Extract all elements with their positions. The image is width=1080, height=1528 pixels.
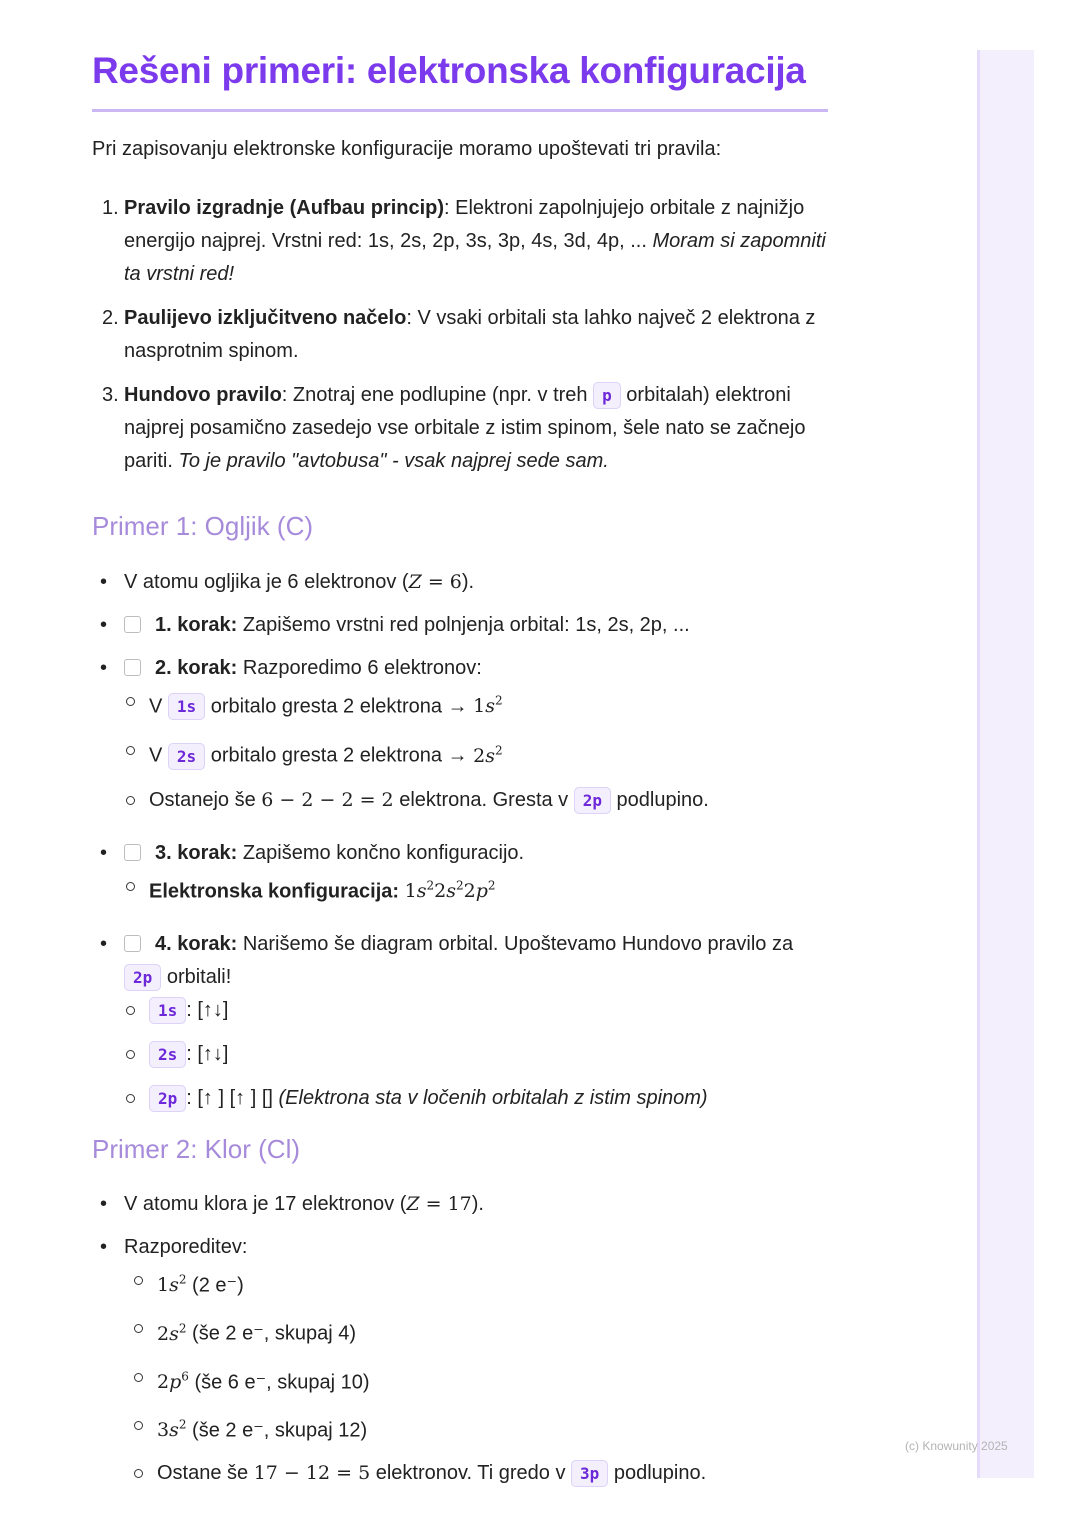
math-sup: 6 xyxy=(181,1369,189,1384)
math-expr: = 6 xyxy=(421,571,462,593)
sub-item xyxy=(116,870,852,908)
math-expr: 2 xyxy=(157,1322,170,1345)
math-expr: 3 xyxy=(157,1419,170,1442)
text: orbitalo gresta 2 elektrona → xyxy=(205,695,474,718)
text: V xyxy=(149,695,168,718)
math-expr: 6 − 2 − 2 = 2 xyxy=(261,788,394,811)
step-checkbox[interactable] xyxy=(124,659,141,676)
step-text: Zapišemo končno konfiguracijo. xyxy=(237,841,525,864)
step-checkbox[interactable] xyxy=(124,935,141,952)
text: ). xyxy=(461,571,475,593)
math-var: s xyxy=(485,744,495,767)
step-label: 1. korak: xyxy=(155,614,238,636)
rule-name: Paulijevo izključitveno načelo xyxy=(124,307,407,329)
sub-item xyxy=(124,1264,852,1302)
list-item xyxy=(92,928,852,1115)
rule-note: To je pravilo "avtobusa" - vsak najprej sede sam. xyxy=(178,450,609,472)
step-checkbox[interactable] xyxy=(124,844,141,861)
math-var: Z xyxy=(408,571,422,593)
math-sup: 2 xyxy=(178,1273,187,1287)
inline-code: p xyxy=(593,382,621,409)
rule-item xyxy=(92,379,832,478)
math-expr: 1 xyxy=(157,1274,170,1297)
config-label: Elektronska konfiguracija: xyxy=(149,879,400,902)
text: elektrona. Gresta v xyxy=(393,788,574,811)
step-text: orbitali! xyxy=(161,965,232,988)
sub-list xyxy=(124,1264,852,1490)
text: Ostanejo še xyxy=(149,788,262,811)
sub-list xyxy=(116,870,852,908)
math-var: s xyxy=(169,1274,179,1297)
text: orbitalo gresta 2 elektrona → xyxy=(205,744,474,767)
intro-text: Pri zapisovanju elektronske konfiguracije moramo upoštevati tri pravila: xyxy=(92,138,722,160)
text: V atomu klora je 17 elektronov ( xyxy=(124,1193,407,1215)
text: V atomu ogljika je 6 elektronov ( xyxy=(124,571,409,593)
rule-name: Hundovo pravilo xyxy=(124,384,282,406)
orbital-note: (Elektrona sta v ločenih orbitalah z istim spinom) xyxy=(278,1086,708,1109)
math-expr: = 17 xyxy=(419,1193,472,1215)
rules-list xyxy=(92,192,832,489)
text: (še 2 e⁻, skupaj 12) xyxy=(186,1419,368,1442)
math-expr: 2 xyxy=(157,1370,170,1393)
math-var: p xyxy=(169,1370,182,1393)
step-checkbox[interactable] xyxy=(124,616,141,633)
math-sup: 2 xyxy=(178,1321,187,1336)
rule-text: : Znotraj ene podlupine (npr. v treh xyxy=(281,384,594,406)
list-item xyxy=(92,652,852,817)
example2-heading: Primer 2: Klor (Cl) xyxy=(92,1134,301,1164)
rule-text: : V vsaki orbitali sta lahko največ 2 elektrona z nasprotnim spinom. xyxy=(124,307,816,362)
rule-item xyxy=(92,192,832,291)
text: ). xyxy=(471,1193,484,1215)
math-var: Z xyxy=(406,1193,420,1215)
list-item xyxy=(92,1231,852,1490)
inline-code: 2p xyxy=(124,964,161,991)
math-var: s xyxy=(169,1322,179,1345)
math-sup: 2 xyxy=(494,694,503,708)
text: podlupino. xyxy=(608,1462,707,1485)
side-panel xyxy=(977,50,1034,1478)
sub-list xyxy=(116,685,852,817)
text: Ostane še xyxy=(157,1462,254,1485)
math-var: s xyxy=(169,1419,179,1442)
step-text: Narišemo še diagram orbital. Upoštevamo Hundovo pravilo za xyxy=(237,932,794,955)
orbital-diagram: : [↑↓] xyxy=(186,998,229,1021)
config-formula: $1s^22s^22p^2$ xyxy=(404,878,496,902)
inline-code: 2s xyxy=(149,1041,186,1068)
math-var: s xyxy=(485,695,495,718)
list-item xyxy=(92,837,852,908)
text: V xyxy=(149,744,168,767)
text: (še 6 e⁻, skupaj 10) xyxy=(188,1370,370,1393)
text: Razporeditev: xyxy=(124,1236,248,1258)
step-text: Razporedimo 6 elektronov: xyxy=(237,657,482,679)
list-item xyxy=(92,609,852,642)
inline-code: 2p xyxy=(574,787,611,814)
text: (2 e⁻) xyxy=(186,1274,244,1297)
step-text: Zapišemo vrstni red polnjenja orbital: 1s, 2s, 2p, ... xyxy=(237,614,690,636)
page-title: Rešeni primeri: elektronska konfiguracija xyxy=(92,50,806,91)
inline-code: 3p xyxy=(571,1460,608,1487)
sub-item xyxy=(124,1361,852,1399)
math-expr: 17 − 12 = 5 xyxy=(253,1462,371,1485)
rule-number: 2. xyxy=(102,307,119,329)
math-sup: 2 xyxy=(178,1417,187,1432)
list-item xyxy=(92,566,852,599)
step-label: 2. korak: xyxy=(155,657,238,679)
math-expr: 2 xyxy=(473,744,486,767)
rule-text: : Elektroni zapolnjujejo orbitale z najnižjo energijo najprej. Vrstni red: 1s, 2s, 2p, 3s, 3p, 4s, 3d, 4p, ... xyxy=(124,197,805,252)
text: elektronov. Ti gredo v xyxy=(370,1462,572,1485)
orbital-diagram: : [↑↓] xyxy=(186,1042,229,1065)
step-label: 4. korak: xyxy=(155,932,238,955)
math-sup: 2 xyxy=(494,743,503,758)
text: podlupino. xyxy=(611,788,709,811)
sub-item xyxy=(116,1038,852,1071)
copyright-text: (c) Knowunity 2025 xyxy=(905,1439,1008,1453)
sub-item xyxy=(116,734,852,772)
sub-item xyxy=(116,994,852,1027)
rule-item xyxy=(92,302,832,368)
title-divider xyxy=(92,109,828,112)
example1-heading: Primer 1: Ogljik (C) xyxy=(92,511,314,541)
inline-code: 2s xyxy=(168,743,205,770)
example1-list xyxy=(92,566,852,1115)
text: (še 2 e⁻, skupaj 4) xyxy=(186,1322,357,1345)
inline-code: 1s xyxy=(168,693,205,720)
example2-list xyxy=(92,1188,852,1490)
rule-note: Moram si zapomniti ta vrstni red! xyxy=(124,230,826,285)
rule-text: orbitalah) elektroni najprej posamično zasedejo vse orbitale z istim spinom, šele nato se začnejo pariti. xyxy=(124,384,806,472)
math-expr: 1 xyxy=(473,695,486,718)
sub-item xyxy=(124,1409,852,1447)
sub-list xyxy=(116,994,852,1115)
rule-number: 3. xyxy=(102,384,119,406)
inline-code: 2p xyxy=(149,1085,186,1112)
sub-item xyxy=(116,784,852,817)
list-item xyxy=(92,1188,852,1221)
sub-item xyxy=(116,685,852,723)
sub-item xyxy=(116,1082,852,1115)
step-label: 3. korak: xyxy=(155,841,238,864)
rule-name: Pravilo izgradnje (Aufbau princip) xyxy=(124,197,445,219)
orbital-diagram: : [↑ ] [↑ ] [] xyxy=(186,1086,279,1109)
inline-code: 1s xyxy=(149,997,186,1024)
sub-item xyxy=(124,1457,852,1490)
sub-item xyxy=(124,1312,852,1350)
rule-number: 1. xyxy=(102,197,119,219)
